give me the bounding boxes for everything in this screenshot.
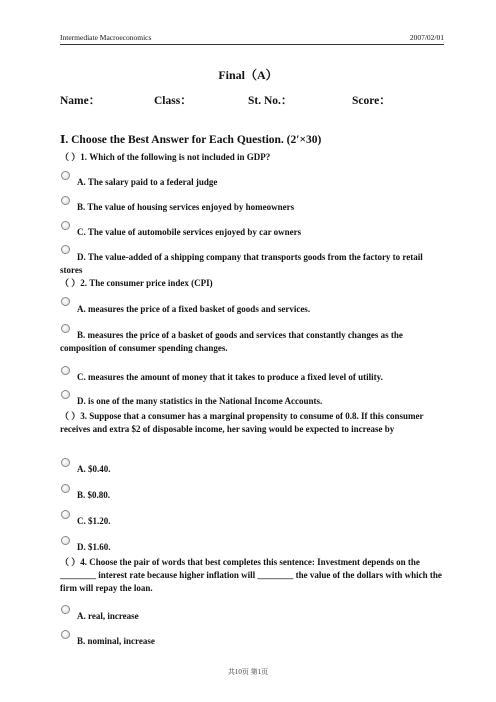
answer-option[interactable] <box>60 226 445 239</box>
answer-option[interactable] <box>60 463 445 476</box>
option-label: A. $0.40. <box>77 464 111 474</box>
stno-field-label: St. No.： <box>248 95 293 107</box>
name-field-label: Name： <box>60 95 101 107</box>
question-stem: （ ）2. The consumer price index (CPI) <box>60 278 213 288</box>
page-header <box>60 30 444 45</box>
question-stem: （ ）4. Choose the pair of words that best completes this sentence: Investment depends on the ________ interest rate because higher inflation will ________ the value of the dollars with which the firm will repay the loan. <box>60 557 442 593</box>
page-footer: 共10页 第1页 <box>227 668 269 676</box>
option-label: B. The value of housing services enjoyed by homeowners <box>77 202 295 212</box>
option-label: D. is one of the many statistics in the National Income Accounts. <box>77 396 323 406</box>
answer-option[interactable] <box>60 635 445 648</box>
header-course: Intermediate Macroeconomics <box>60 33 152 42</box>
answer-option[interactable] <box>60 329 445 355</box>
question-stem: （ ）1. Which of the following is not included in GDP? <box>60 152 271 162</box>
answer-option[interactable] <box>60 251 445 277</box>
answer-option[interactable] <box>60 371 445 384</box>
class-field-label: Class： <box>154 95 192 107</box>
answer-option[interactable] <box>60 489 445 502</box>
option-label: D. $1.60. <box>77 542 111 552</box>
score-field-label: Score： <box>352 95 391 107</box>
option-label: C. The value of automobile services enjoyed by car owners <box>77 227 302 237</box>
answer-option[interactable] <box>60 395 445 408</box>
answer-option[interactable] <box>60 201 445 214</box>
option-label: C. $1.20. <box>77 516 111 526</box>
option-label: A. The salary paid to a federal judge <box>77 177 218 187</box>
option-label: A. measures the price of a fixed basket of goods and services. <box>77 304 311 314</box>
option-label: B. $0.80. <box>77 490 111 500</box>
option-label: D. The value-added of a shipping company that transports goods from the factory to retail stores <box>60 252 423 275</box>
option-label: B. measures the price of a basket of goods and services that constantly changes as the composition of consumer spending changes. <box>60 330 403 353</box>
answer-option[interactable] <box>60 610 445 623</box>
exam-title: Final（A） <box>218 68 278 82</box>
answer-option[interactable] <box>60 515 445 528</box>
answer-option[interactable] <box>60 303 445 316</box>
question-stem: （ ）3. Suppose that a consumer has a marginal propensity to consume of 0.8. If this consumer receives and extra $2 of disposable income, her saving would be expected to increase by <box>60 411 424 434</box>
section-heading: Ⅰ. Choose the Best Answer for Each Question. (2′×30) <box>60 134 322 146</box>
header-date: 2007/02/01 <box>409 33 444 42</box>
option-label: C. measures the amount of money that it takes to produce a fixed level of utility. <box>77 372 383 382</box>
answer-option[interactable] <box>60 541 445 554</box>
option-label: B. nominal, increase <box>77 636 155 646</box>
option-label: A. real, increase <box>77 611 139 621</box>
answer-option[interactable] <box>60 176 445 189</box>
